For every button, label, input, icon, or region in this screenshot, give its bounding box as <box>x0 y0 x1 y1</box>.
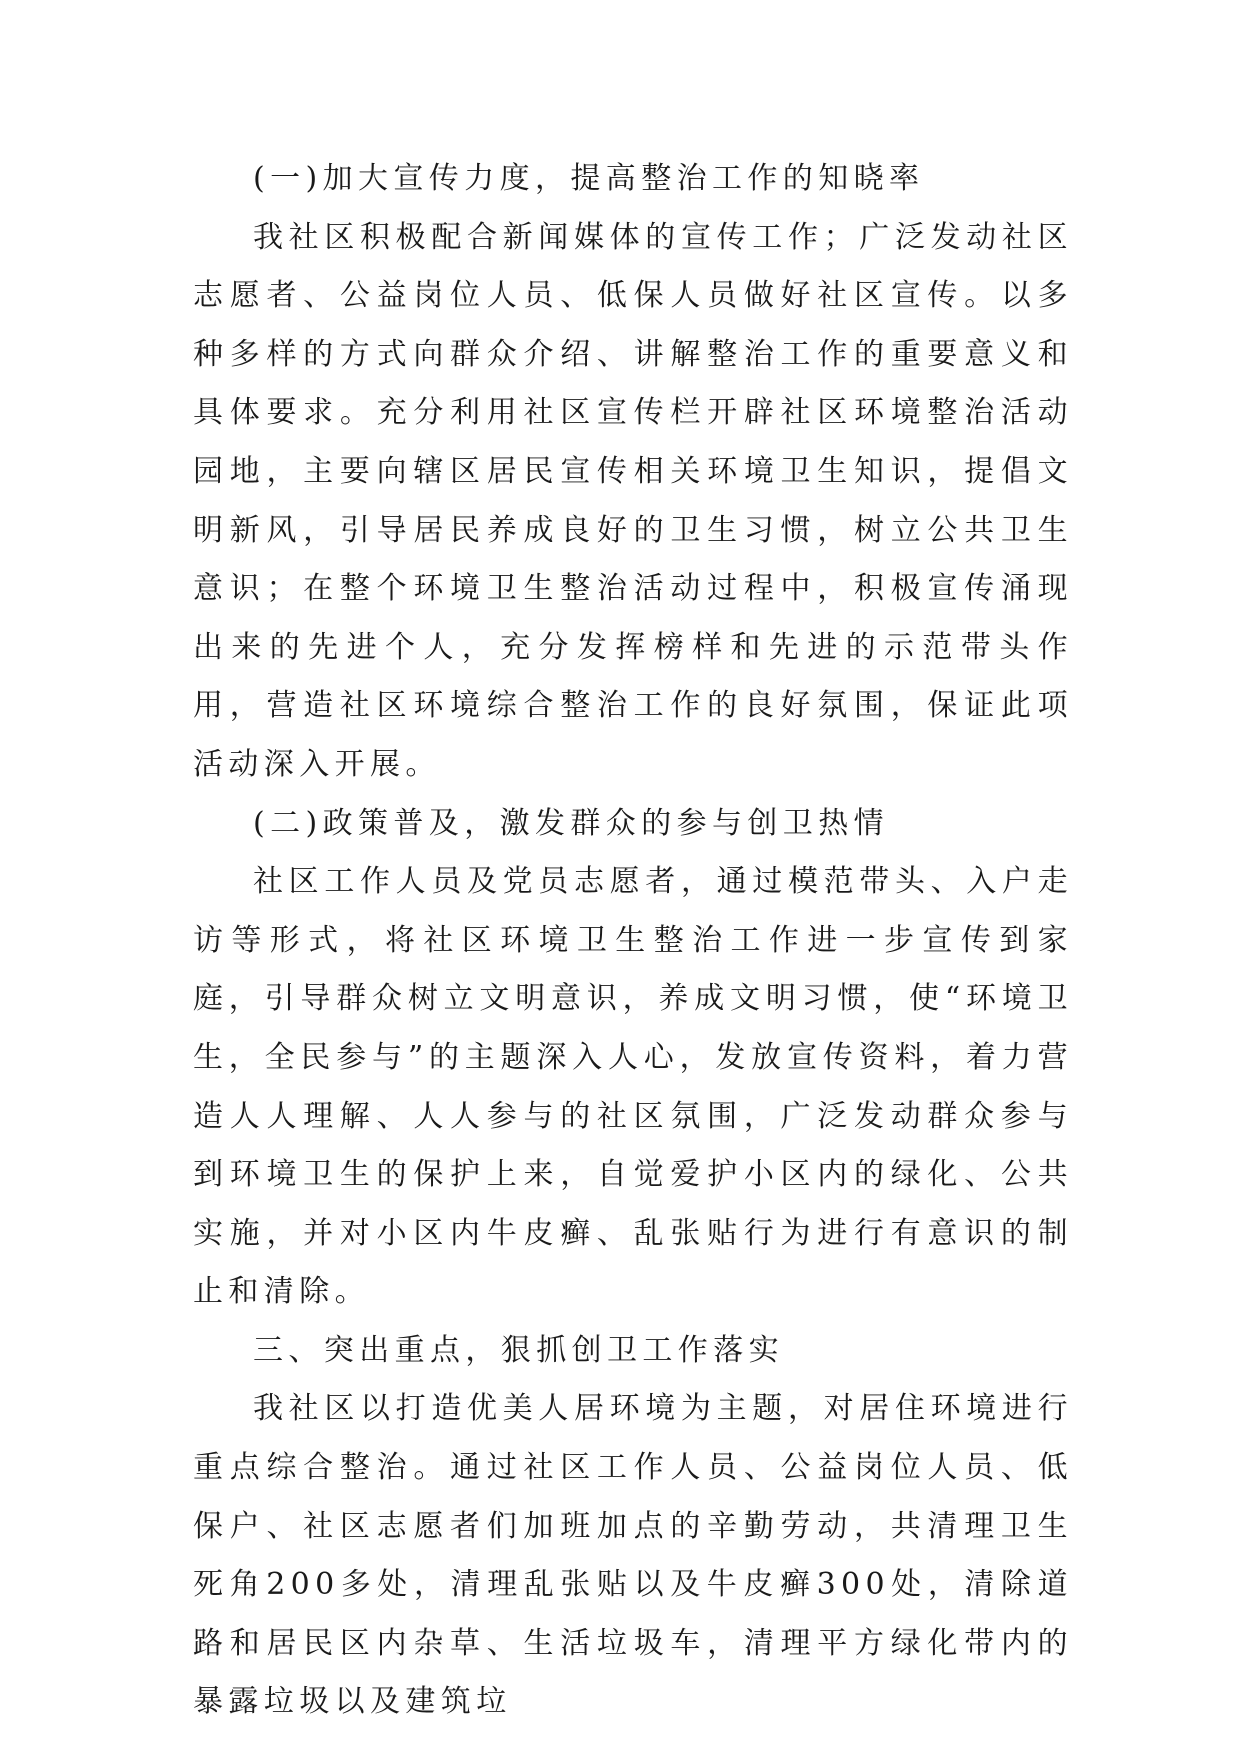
paragraph-implementation: 我社区以打造优美人居环境为主题，对居住环境进行重点综合整治。通过社区工作人员、公益岗位人员、低保户、社区志愿者们加班加点的辛勤劳动，共清理卫生死角200多处，清理乱张贴以及牛皮癣300处，清除道路和居民区内杂草、生活垃圾车，清理平方绿化带内的暴露垃圾以及建筑垃 <box>193 1391 1073 1720</box>
section-heading-3: 三、突出重点，狠抓创卫工作落实 <box>253 1332 784 1368</box>
section-heading-2: (二)政策普及，激发群众的参与创卫热情 <box>253 805 890 841</box>
paragraph-publicity: 我社区积极配合新闻媒体的宣传工作；广泛发动社区志愿者、公益岗位人员、低保人员做好社区宣传。以多种多样的方式向群众介绍、讲解整治工作的重要意义和具体要求。充分利用社区宣传栏开辟社区环境整治活动园地，主要向辖区居民宣传相关环境卫生知识，提倡文明新风，引导居民养成良好的卫生习惯，树立公共卫生意识；在整个环境卫生整治活动过程中，积极宣传涌现出来的先进个人，充分发挥榜样和先进的示范带头作用，营造社区环境综合整治工作的良好氛围，保证此项活动深入开展。 <box>193 219 1073 782</box>
document-body <box>193 150 1073 1732</box>
section-heading-1: (一)加大宣传力度，提高整治工作的知晓率 <box>253 161 925 196</box>
paragraph-policy: 社区工作人员及党员志愿者，通过模范带头、入户走访等形式，将社区环境卫生整治工作进一步宣传到家庭，引导群众树立文明意识，养成文明习惯，使“环境卫生，全民参与”的主题深入人心，发放宣传资料，着力营造人人理解、人人参与的社区氛围，广泛发动群众参与到环境卫生的保护上来，自觉爱护小区内的绿化、公共实施，并对小区内牛皮癣、乱张贴行为进行有意识的制止和清除。 <box>193 864 1073 1310</box>
